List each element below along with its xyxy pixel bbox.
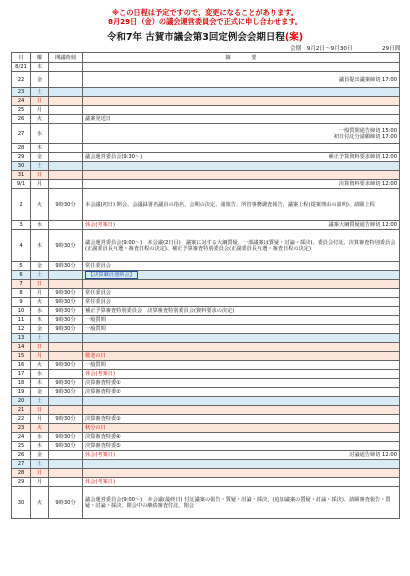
row-summary	[83, 153, 400, 162]
row-summary	[83, 460, 400, 469]
row-date: 21	[12, 406, 31, 415]
row-summary	[83, 124, 400, 144]
row-date: 11	[12, 316, 31, 325]
row-time	[49, 88, 83, 97]
summary-text: 休会(考案日)	[85, 222, 115, 228]
table-row	[12, 230, 400, 262]
row-weekday: 土	[31, 88, 49, 97]
row-weekday: 日	[31, 280, 49, 289]
row-weekday: 月	[31, 289, 49, 298]
row-time	[49, 171, 83, 180]
table-row	[12, 397, 400, 406]
table-row	[12, 469, 400, 478]
session-days: 29日間	[382, 46, 401, 52]
row-date: 27	[12, 460, 31, 469]
row-time	[49, 451, 83, 460]
row-summary	[83, 63, 400, 72]
row-summary	[83, 88, 400, 97]
summary-text: 秋分の日	[85, 425, 106, 431]
row-time: 9時30分	[49, 289, 83, 298]
row-summary	[83, 379, 400, 388]
summary-text: 休会(考案日)	[85, 371, 115, 377]
row-weekday: 金	[31, 72, 49, 88]
row-weekday: 木	[31, 230, 49, 262]
row-time	[49, 162, 83, 171]
header-date: 日	[12, 53, 31, 63]
table-row	[12, 262, 400, 271]
deadline-note: 議案大綱質疑通告締切 12:00	[328, 222, 397, 228]
title-main: 令和7年 古賀市議会第3回定例会会期日程	[106, 32, 285, 43]
row-time: 9時30分	[49, 325, 83, 334]
row-weekday: 金	[31, 325, 49, 334]
row-date: 25	[12, 442, 31, 451]
table-row	[12, 115, 400, 124]
summary-text: 議会運営委員会(9:00～) 本会議(2日目) 議案に対する大綱質疑、一部議案は質疑・討論・採決)、委員会付託、決算審査特別委員会(正副委員長互選・審査日程の決定)、補正予算審査特別委員会(正副委員長互選・審査日程の決定)	[85, 239, 396, 252]
row-time: 9時30分	[49, 361, 83, 370]
table-row	[12, 271, 400, 280]
row-date: 22	[12, 72, 31, 88]
row-summary	[83, 451, 400, 460]
table-row	[12, 487, 400, 519]
summary-text: 議会運営委員会(9:00～) 本会議(最終日) 付託議案の報告・質疑・討論・採決、(追加議案の質疑・討論・採決)、請願審査報告・質疑・討論・採決、閉会中の継続審査付託、閉会	[85, 496, 391, 509]
session-period: 会期 9月2日～9月30日	[290, 46, 353, 52]
row-weekday: 木	[31, 316, 49, 325]
table-row	[12, 221, 400, 230]
row-time	[49, 72, 83, 88]
row-weekday: 日	[31, 469, 49, 478]
row-date: 28	[12, 144, 31, 153]
row-summary	[83, 271, 400, 280]
deadline-group	[334, 128, 397, 140]
row-weekday: 日	[31, 343, 49, 352]
row-summary	[83, 72, 400, 88]
row-time: 9時30分	[49, 316, 83, 325]
row-summary	[83, 343, 400, 352]
row-weekday: 土	[31, 334, 49, 343]
row-time: 9時30分	[49, 307, 83, 316]
page-title	[0, 29, 410, 43]
table-row	[12, 171, 400, 180]
row-weekday: 金	[31, 153, 49, 162]
committee-notice: 8月29日（金）の議会運営委員会で正式に申し合わせます。	[107, 17, 303, 26]
row-time	[49, 63, 83, 72]
row-summary	[83, 397, 400, 406]
row-date: 25	[12, 106, 31, 115]
row-summary	[83, 325, 400, 334]
row-weekday: 月	[31, 352, 49, 361]
row-weekday: 土	[31, 162, 49, 171]
table-row	[12, 424, 400, 433]
row-summary	[83, 424, 400, 433]
summary-text: 本会議(初日) 開会、会議録署名議員の指名、会期の決定、諸報告、所管事務調査報告、議案上程(提案理由の説明)、請願上程	[85, 201, 375, 208]
table-row	[12, 343, 400, 352]
row-weekday: 水	[31, 433, 49, 442]
row-time: 9時30分	[49, 189, 83, 221]
deadline-group	[329, 154, 397, 160]
row-weekday: 月	[31, 478, 49, 487]
schedule-change-notice: ※この日程は予定ですので、変更になることがあります。	[112, 8, 298, 17]
row-date: 8	[12, 289, 31, 298]
row-summary	[83, 361, 400, 370]
table-row	[12, 352, 400, 361]
row-summary	[83, 433, 400, 442]
row-date: 16	[12, 361, 31, 370]
row-time	[49, 221, 83, 230]
row-date: 18	[12, 379, 31, 388]
header-weekday: 曜	[31, 53, 49, 63]
row-weekday: 日	[31, 97, 49, 106]
table-row	[12, 180, 400, 189]
row-summary	[83, 307, 400, 316]
row-summary	[83, 316, 400, 325]
summary-text: 議会運営委員会(9:30～)	[85, 154, 143, 160]
row-summary	[83, 221, 400, 230]
table-row	[12, 88, 400, 97]
row-time	[49, 406, 83, 415]
summary-text: 常任委員会	[85, 299, 111, 305]
row-summary	[83, 115, 400, 124]
table-row	[12, 460, 400, 469]
row-summary	[83, 478, 400, 487]
row-time	[49, 280, 83, 289]
row-time: 9時30分	[49, 388, 83, 397]
row-weekday: 木	[31, 144, 49, 153]
row-weekday: 水	[31, 124, 49, 144]
table-row	[12, 144, 400, 153]
deadline-note: 一般質問通告締切 15:00	[338, 127, 397, 134]
row-summary	[83, 406, 400, 415]
row-date: 15	[12, 352, 31, 361]
header-time: 開議時刻	[49, 53, 83, 63]
table-row	[12, 379, 400, 388]
row-weekday: 日	[31, 171, 49, 180]
summary-text: 一般質問	[85, 362, 106, 368]
row-time: 9時30分	[49, 379, 83, 388]
row-time	[49, 370, 83, 379]
row-time	[49, 115, 83, 124]
row-date: 5	[12, 262, 31, 271]
summary-text: 決算審査特委①	[85, 380, 121, 386]
row-date: 22	[12, 415, 31, 424]
row-date: 27	[12, 124, 31, 144]
row-summary	[83, 289, 400, 298]
row-weekday: 木	[31, 442, 49, 451]
row-time	[49, 343, 83, 352]
summary-text: 議案発送日	[85, 116, 111, 122]
deadline-note: 初日付託分請願締切 17:00	[333, 133, 397, 140]
row-date: 2	[12, 189, 31, 221]
row-time	[49, 124, 83, 144]
row-date: 7	[12, 280, 31, 289]
row-summary	[83, 262, 400, 271]
row-time	[49, 397, 83, 406]
row-weekday: 火	[31, 298, 49, 307]
table-row	[12, 189, 400, 221]
row-weekday: 月	[31, 415, 49, 424]
row-time: 9時30分	[49, 262, 83, 271]
row-summary	[83, 469, 400, 478]
row-date: 30	[12, 487, 31, 519]
row-summary	[83, 415, 400, 424]
row-date: 13	[12, 334, 31, 343]
row-summary	[83, 298, 400, 307]
table-row	[12, 162, 400, 171]
table-row	[12, 406, 400, 415]
row-weekday: 水	[31, 307, 49, 316]
table-row	[12, 63, 400, 72]
row-time	[49, 424, 83, 433]
row-weekday: 木	[31, 379, 49, 388]
draft-tag: (案)	[284, 32, 304, 43]
row-weekday: 金	[31, 388, 49, 397]
table-row	[12, 316, 400, 325]
deadline-group	[329, 222, 397, 228]
row-summary	[83, 171, 400, 180]
row-weekday: 土	[31, 460, 49, 469]
row-summary	[83, 144, 400, 153]
header-summary: 摘 要	[83, 53, 400, 63]
table-row	[12, 325, 400, 334]
table-row	[12, 280, 400, 289]
row-date: 14	[12, 343, 31, 352]
row-time	[49, 153, 83, 162]
row-weekday: 火	[31, 424, 49, 433]
summary-text: 一般質問	[85, 317, 106, 323]
summary-text: 補正予算審査特別委員会 決算審査特別委員会(資料要求の決定)	[85, 308, 235, 314]
row-time: 9時30分	[49, 433, 83, 442]
table-row	[12, 106, 400, 115]
summary-text: 決算審査特委⑤	[85, 443, 121, 449]
row-summary	[83, 189, 400, 221]
row-date: 26	[12, 115, 31, 124]
table-row	[12, 72, 400, 88]
row-time	[49, 460, 83, 469]
table-row	[12, 361, 400, 370]
table-row	[12, 442, 400, 451]
event-box: 【決算職員連絡会】	[85, 271, 138, 279]
row-date: 19	[12, 388, 31, 397]
row-weekday: 水	[31, 370, 49, 379]
row-summary	[83, 162, 400, 171]
row-time: 9時30分	[49, 487, 83, 519]
row-time	[49, 97, 83, 106]
table-row	[12, 289, 400, 298]
table-row	[12, 298, 400, 307]
deadline-group	[339, 77, 397, 83]
row-date: 28	[12, 469, 31, 478]
row-date: 29	[12, 478, 31, 487]
row-summary	[83, 487, 400, 519]
table-row	[12, 153, 400, 162]
deadline-note: 補正予算資料要求締切 12:00	[328, 154, 397, 160]
row-weekday: 火	[31, 115, 49, 124]
row-time: 9時30分	[49, 298, 83, 307]
row-date: 23	[12, 424, 31, 433]
row-summary	[83, 442, 400, 451]
row-weekday: 火	[31, 487, 49, 519]
row-weekday: 金	[31, 451, 49, 460]
row-date: 24	[12, 433, 31, 442]
deadline-group	[349, 452, 397, 458]
summary-text: 決算審査特委③	[85, 416, 121, 422]
row-summary	[83, 352, 400, 361]
row-weekday: 木	[31, 63, 49, 72]
table-header-row	[12, 53, 400, 63]
summary-text: 敬老の日	[85, 353, 106, 359]
row-summary	[83, 180, 400, 189]
summary-text: 休会(考案日)	[85, 452, 115, 458]
row-time	[49, 469, 83, 478]
row-date: 31	[12, 171, 31, 180]
row-summary	[83, 370, 400, 379]
row-date: 6	[12, 271, 31, 280]
deadline-group	[339, 181, 397, 187]
row-date: 4	[12, 230, 31, 262]
row-time	[49, 271, 83, 280]
row-time	[49, 144, 83, 153]
row-weekday: 火	[31, 361, 49, 370]
row-date: 17	[12, 370, 31, 379]
row-weekday: 金	[31, 262, 49, 271]
summary-text: 決算審査特委④	[85, 434, 121, 440]
row-weekday: 土	[31, 397, 49, 406]
row-date: 30	[12, 162, 31, 171]
deadline-note: 決算資料要求締切 12:00	[338, 181, 397, 187]
row-time	[49, 106, 83, 115]
row-time: 9時30分	[49, 415, 83, 424]
schedule-table	[11, 52, 400, 519]
table-row	[12, 478, 400, 487]
row-summary	[83, 388, 400, 397]
row-summary	[83, 230, 400, 262]
row-date: 23	[12, 88, 31, 97]
row-date: 3	[12, 221, 31, 230]
table-row	[12, 451, 400, 460]
row-summary	[83, 106, 400, 115]
deadline-note: 討論通告締切 12:00	[349, 452, 397, 458]
schedule-body	[12, 63, 400, 519]
table-row	[12, 370, 400, 379]
row-date: 24	[12, 97, 31, 106]
row-time	[49, 180, 83, 189]
row-summary	[83, 334, 400, 343]
row-weekday: 日	[31, 406, 49, 415]
row-summary	[83, 280, 400, 289]
row-time: 9時30分	[49, 442, 83, 451]
row-weekday: 火	[31, 189, 49, 221]
row-weekday: 水	[31, 221, 49, 230]
summary-text: 休会(考案日)	[85, 479, 115, 485]
row-time	[49, 478, 83, 487]
table-row	[12, 388, 400, 397]
summary-text: 常任委員会	[85, 290, 111, 296]
row-weekday: 月	[31, 106, 49, 115]
summary-text: 常任委員会	[85, 263, 111, 269]
table-row	[12, 97, 400, 106]
table-row	[12, 415, 400, 424]
summary-text: 一般質問	[85, 326, 106, 332]
row-date: 9/1	[12, 180, 31, 189]
summary-text: 決算審査特委②	[85, 389, 121, 395]
table-row	[12, 334, 400, 343]
row-date: 12	[12, 325, 31, 334]
row-weekday: 月	[31, 180, 49, 189]
row-date: 29	[12, 153, 31, 162]
row-date: 10	[12, 307, 31, 316]
table-row	[12, 124, 400, 144]
row-date: 9	[12, 298, 31, 307]
row-date: 26	[12, 451, 31, 460]
row-time: 9時30分	[49, 230, 83, 262]
row-time	[49, 352, 83, 361]
row-summary	[83, 97, 400, 106]
row-weekday: 土	[31, 271, 49, 280]
row-time	[49, 334, 83, 343]
deadline-note: 議員提出議案締切 17:00	[338, 76, 397, 83]
table-row	[12, 433, 400, 442]
row-date: 20	[12, 397, 31, 406]
table-row	[12, 307, 400, 316]
row-date: 8/21	[12, 63, 31, 72]
